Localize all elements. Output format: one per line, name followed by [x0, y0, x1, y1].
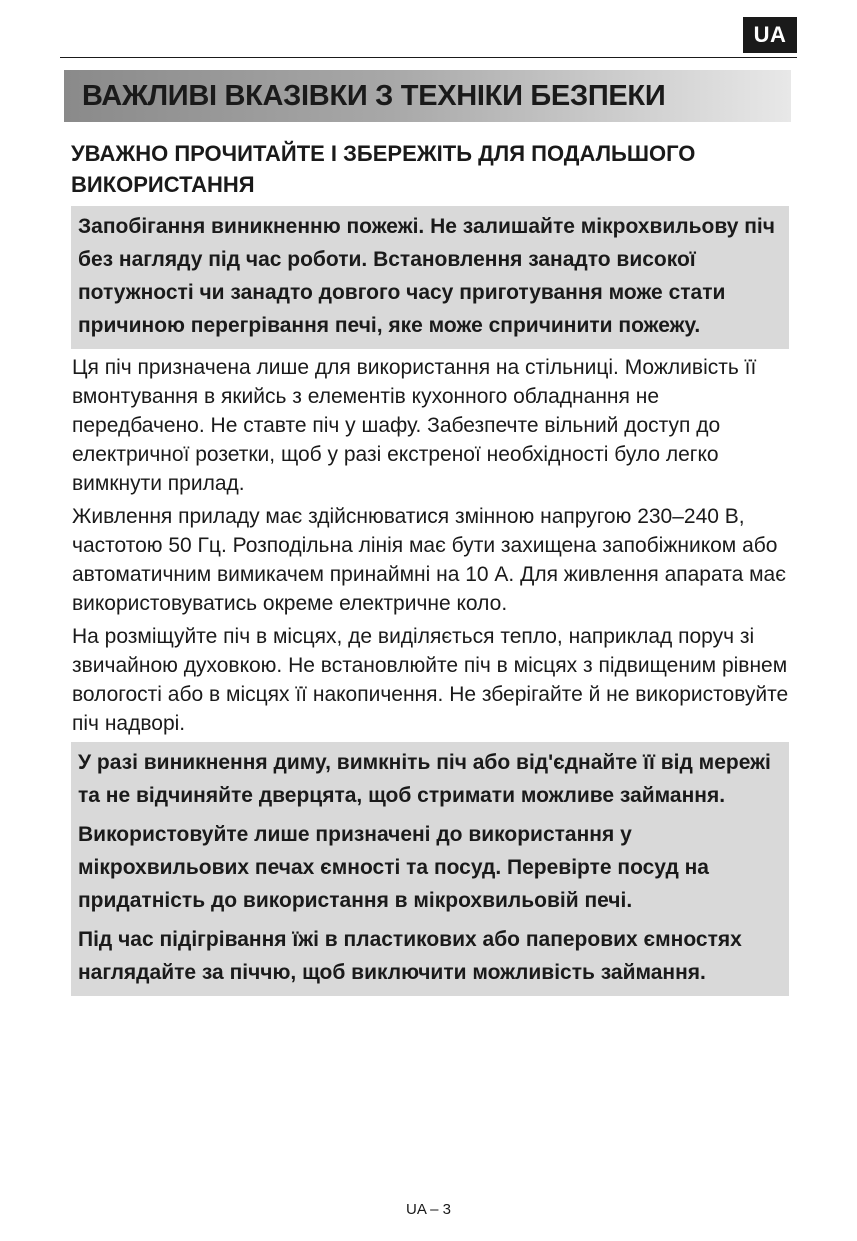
page-number: UA – 3: [405, 1201, 452, 1218]
paragraph-countertop-use: Ця піч призначена лише для використання на стільниці. Можливість її вмонтування в якийсь з елементів кухонного обладнання не передбачено. Не ставте піч у шафу. Забезпечте вільний доступ до електричної розетки, щоб у разі екстреної необхідності було легко вимкнути прилад.: [72, 356, 757, 495]
section-title-bar: [64, 70, 791, 122]
paragraph-power-supply: Живлення приладу має здійснюватися змінною напругою 230–240 В, частотою 50 Гц. Розподільна лінія має бути захищена запобіжником або автоматичним вимикачем принаймні на 10 А. Для живлення апарата має використовуватись окреме електричне коло.: [72, 505, 786, 615]
paragraph-placement: На розміщуйте піч в місцях, де виділяється тепло, наприклад поруч зі звичайною духовкою. Не встановлюйте піч в місцях з підвищеним рівнем вологості або в місцях її накопичення. Не зберігайте й не використовуйте піч надворі.: [72, 625, 789, 735]
subtitle: УВАЖНО ПРОЧИТАЙТЕ І ЗБЕРЕЖІТЬ ДЛЯ ПОДАЛЬШОГО ВИКОРИСТАННЯ: [71, 141, 696, 197]
section-title: ВАЖЛИВІ ВКАЗІВКИ З ТЕХНІКИ БЕЗПЕКИ: [82, 79, 666, 112]
language-badge: UA: [743, 17, 797, 53]
header-divider: [60, 57, 797, 58]
safety-warning-box: [71, 742, 789, 996]
plastic-container-warning-text: Під час підігрівання їжі в пластикових або паперових ємностях наглядайте за піччю, щоб виключити можливість займання.: [78, 928, 742, 984]
page-content: [71, 138, 789, 1000]
fire-warning-text: Запобігання виникненню пожежі. Не залишайте мікрохвильову піч без нагляду під час роботи. Встановлення занадто високої потужності чи занадто довгого часу приготування може стати причиною перегрівання печі, яке може спричинити пожежу.: [78, 215, 775, 337]
cookware-warning-text: Використовуйте лише призначені до використання у мікрохвильових печах ємності та посуд. Перевірте посуд на придатність до використання в мікрохвильовій печі.: [78, 823, 709, 912]
fire-warning-box: [71, 206, 789, 349]
smoke-warning-text: У разі виникнення диму, вимкніть піч або від'єднайте її від мережі та не відчиняйте дверцята, щоб стримати можливе займання.: [78, 751, 771, 807]
